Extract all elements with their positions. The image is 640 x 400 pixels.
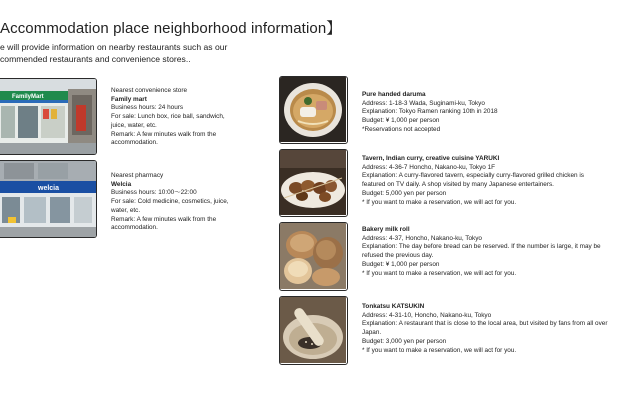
restaurant-line: Budget: 3,000 yen per person [362, 337, 447, 345]
restaurant-line: refused the previous day. [362, 252, 434, 260]
intro-text [0, 41, 250, 65]
store-line: Business hours: 24 hours [111, 104, 184, 112]
restaurant-line: Address: 1-18-3 Wada, Suginami-ku, Tokyo [362, 99, 485, 107]
store-line: accommodation. [111, 224, 158, 232]
restaurant-line: *Reservations not accepted [362, 125, 441, 133]
restaurant-name: Tavern, Indian curry, creative cuisine YARUKI [362, 155, 500, 162]
bakery-photo [279, 222, 348, 291]
store-info-welcia [111, 172, 271, 233]
restaurant-info-yaruki [362, 155, 640, 207]
familymart-sign-text: FamilyMart [12, 94, 44, 100]
restaurant-line: Explanation: The day before bread can be reserved. If the number is large, it may be [362, 243, 601, 251]
restaurant-line: featured on TV daily. A shop visited by many Japanese entertainers. [362, 181, 554, 189]
tonkatsu-photo [279, 296, 348, 365]
store-line: Remark: A few minutes walk from the [111, 130, 217, 138]
welcia-photo [0, 160, 97, 238]
store-line: juice, water, etc. [111, 121, 157, 129]
store-line: For sale: Cold medicine, cosmetics, juice, [111, 198, 229, 206]
restaurant-line: Address: 4-37, Honcho, Nakano-ku, Tokyo [362, 234, 482, 242]
page-title: Accommodation place neighborhood information】 [0, 20, 342, 37]
ramen-photo [279, 76, 348, 144]
restaurant-info-daruma [362, 91, 640, 135]
restaurant-line: Address: 4-36-7 Honcho, Nakano-ku, Tokyo 1F [362, 163, 496, 171]
restaurant-name: Pure handed daruma [362, 91, 426, 98]
restaurant-name: Bakery milk roll [362, 226, 410, 233]
store-line: Business hours: 10:00～22:00 [111, 189, 197, 197]
store-category: Nearest pharmacy [111, 172, 164, 179]
intro-line: commended restaurants and convenience stores.. [0, 54, 191, 64]
restaurant-line: Explanation: A restaurant that is close to the local area, but visited by fans from all over [362, 320, 608, 328]
store-line: water, etc. [111, 206, 141, 214]
restaurant-line: Address: 4-31-10, Honcho, Nakano-ku, Tokyo [362, 311, 492, 319]
familymart-photo [0, 78, 97, 155]
store-category: Nearest convenience store [111, 87, 188, 94]
restaurant-name: Tonkatsu KATSUKIN [362, 303, 425, 310]
store-line: For sale: Lunch box, rice ball, sandwich, [111, 113, 225, 121]
store-name: Welcia [111, 180, 132, 188]
restaurant-line: Explanation: A curry-flavored tavern, especially curry-flavored grilled chicken is [362, 172, 584, 180]
restaurant-line: * If you want to make a reservation, we will act for you. [362, 269, 517, 277]
store-info-familymart [111, 87, 271, 148]
welcia-sign-text: welcia [38, 185, 60, 192]
yakitori-photo [279, 149, 348, 217]
restaurant-line: Budget: ¥ 1,000 per person [362, 117, 440, 125]
store-name: Family mart [111, 95, 147, 103]
intro-line: e will provide information on nearby restaurants such as our [0, 42, 228, 52]
restaurant-line: Explanation: Tokyo Ramen ranking 10th in 2018 [362, 108, 498, 116]
restaurant-line: * If you want to make a reservation, we will act for you. [362, 198, 517, 206]
restaurant-line: Budget: ¥ 1,000 per person [362, 260, 440, 268]
restaurant-info-bakery [362, 226, 640, 278]
restaurant-line: Budget: 5,000 yen per person [362, 189, 447, 197]
store-line: accommodation. [111, 139, 158, 147]
restaurant-line: * If you want to make a reservation, we will act for you. [362, 346, 517, 354]
store-line: Remark: A few minutes walk from the [111, 215, 217, 223]
restaurant-info-katsukin [362, 303, 640, 355]
restaurant-line: Japan. [362, 329, 382, 337]
